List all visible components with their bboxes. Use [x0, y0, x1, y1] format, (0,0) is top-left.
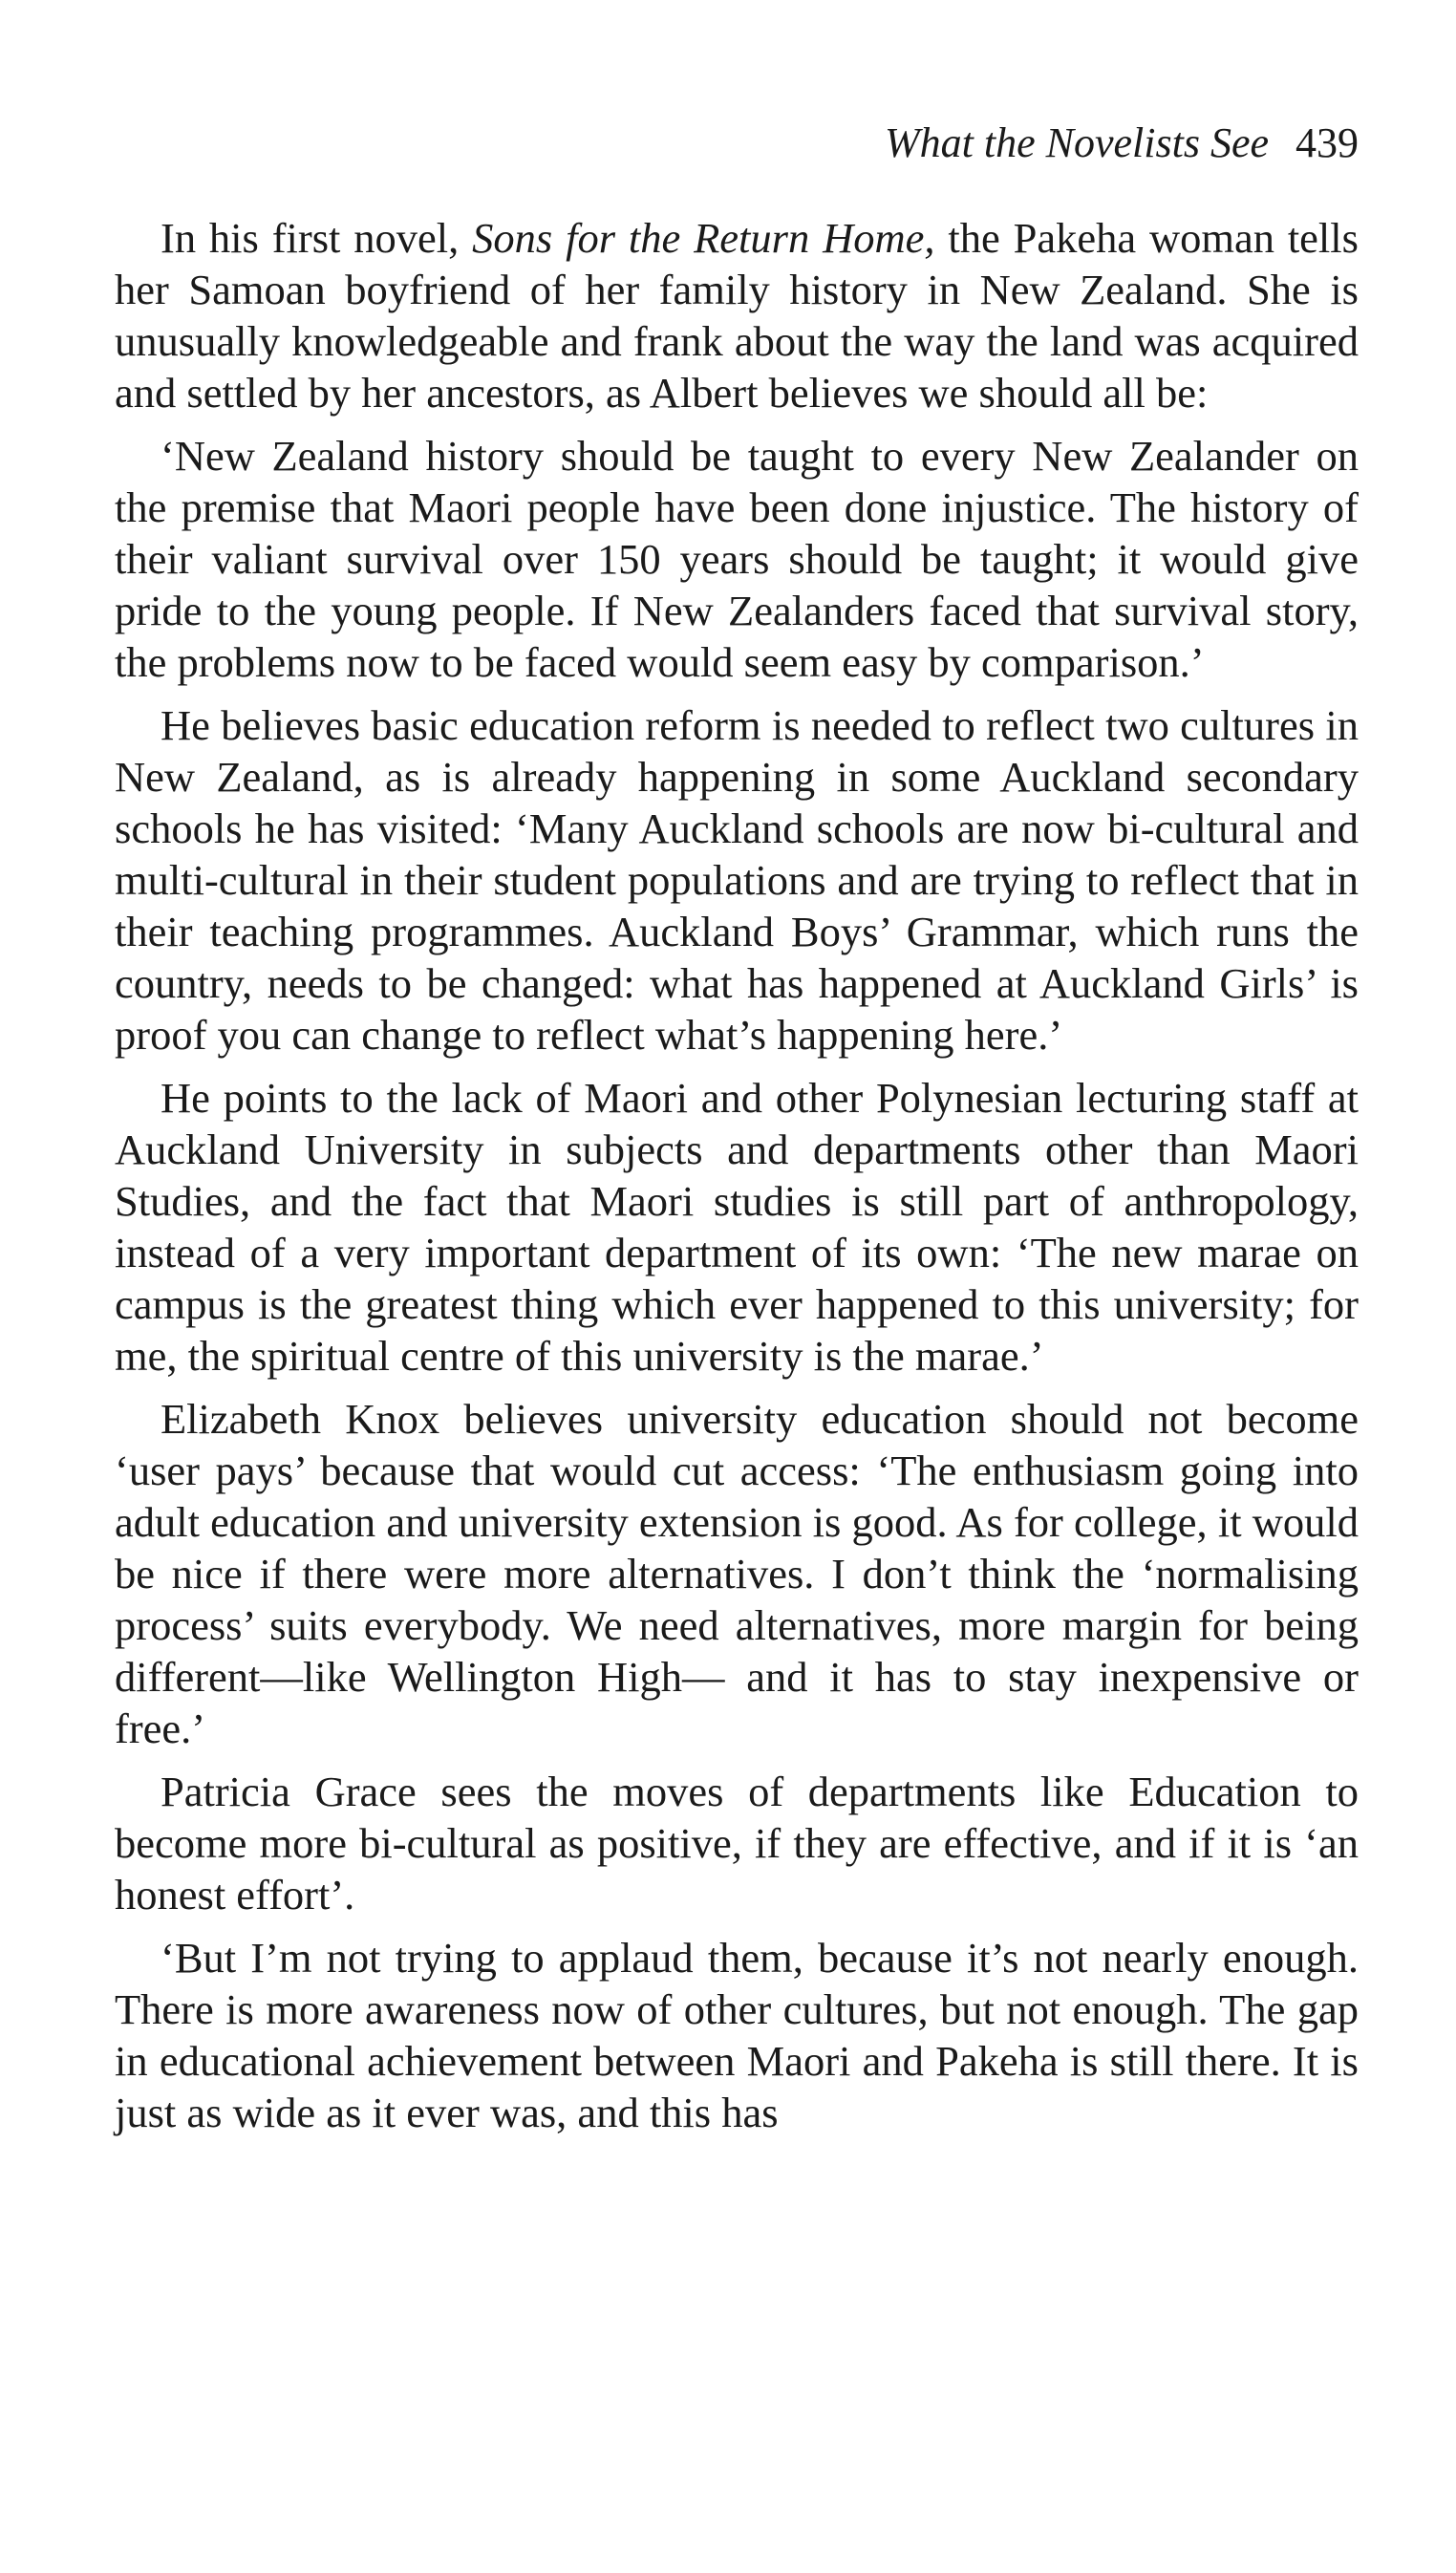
paragraph-5: Elizabeth Knox believes university education should not become ‘user pays’ because that would cut access: ‘The enthusiasm going into adult education and university extension is good. As for college, it would be nice if there were more alternatives. I don’t think the ‘normalising process’ suits everybody. We need alternatives, more margin for being different—like Wellington High— and it has to stay inexpensive or free.’: [115, 1395, 1359, 1752]
page-number: 439: [1295, 119, 1359, 166]
book-title: Sons for the Return Home,: [472, 214, 935, 262]
book-page: [115, 0, 1359, 2573]
paragraph-6: Patricia Grace sees the moves of departments like Education to become more bi-cultural as positive, if they are effective, and if it is ‘an honest effort’.: [115, 1768, 1359, 1919]
running-head: [884, 119, 1359, 166]
paragraph-3: He believes basic education reform is needed to reflect two cultures in New Zealand, as is already happening in some Auckland secondary schools he has visited: ‘Many Auckland schools are now bi-cultural and multi-cultural in their student populations and are trying to reflect that in their teaching programmes. Auckland Boys’ Grammar, which runs the country, needs to be changed: what has happened at Auckland Girls’ is proof you can change to reflect what’s happening here.’: [115, 701, 1359, 1059]
paragraph-4: He points to the lack of Maori and other Polynesian lecturing staff at Auckland University in subjects and departments other than Maori Studies, and the fact that Maori studies is still part of anthropology, instead of a very important department of its own: ‘The new marae on campus is the greatest thing which ever happened to this university; for me, the spiritual centre of this university is the marae.’: [115, 1074, 1359, 1380]
paragraph-7: ‘But I’m not trying to applaud them, because it’s not nearly enough. There is more awareness now of other cultures, but not enough. The gap in educational achievement between Maori and Pakeha is still there. It is just as wide as it ever was, and this has: [115, 1934, 1359, 2136]
paragraph-1-lead: In his first novel,: [161, 214, 473, 262]
paragraph-1: [115, 212, 1359, 418]
paragraph-1-rest: the Pakeha woman tells her Samoan boyfriend of her family history in New Zealand. She is unusually knowledgeable and frank about the way the land was acquired and settled by her ancestors, as Albert believes we should all be:: [115, 214, 1359, 417]
running-head-title: What the Novelists See: [884, 119, 1269, 166]
body-text: [115, 212, 1359, 2150]
paragraph-2-quote: ‘New Zealand history should be taught to every New Zealander on the premise that Maori people have been done injustice. The history of their valiant survival over 150 years should be taught; it would give pride to the young people. If New Zealanders faced that survival story, the problems now to be faced would seem easy by comparison.’: [115, 432, 1359, 686]
